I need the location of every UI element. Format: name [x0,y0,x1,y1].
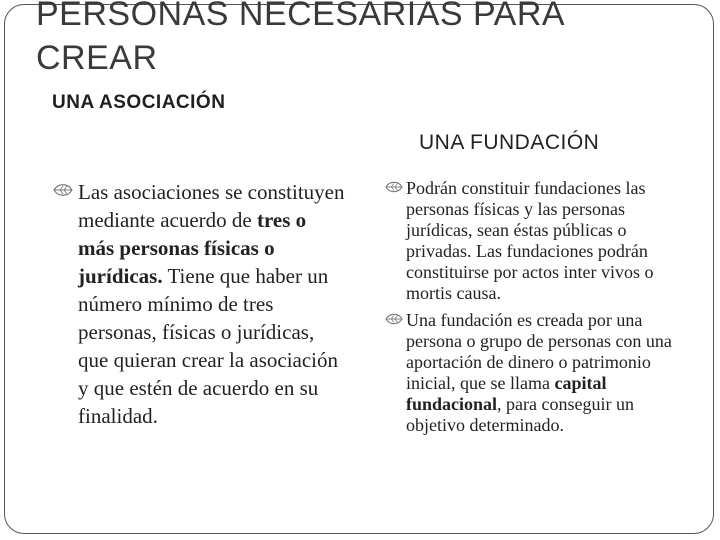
leaf-bullet-icon [384,179,404,195]
leaf-bullet-icon [52,181,74,199]
slide-title [36,0,676,80]
slide-title-line-2: CREAR [36,39,158,77]
fundacion-column [384,178,684,436]
fundacion-text-2: Una fundación es creada por una persona o grupo de personas con una aportación de dinero o patrimonio inicial, que se llama [406,310,672,393]
slide-title-line-1: PERSONAS NECESARIAS PARA [36,0,566,33]
asociacion-text-2: Tiene que haber un número mínimo de tres personas, físicas o jurídicas, que quieran crear la asociación y que estén de acuerdo en su finalidad. [78,264,339,428]
asociacion-bullet-item [46,178,346,430]
fundacion-bullet-item-2 [384,310,684,436]
asociacion-text-bold: tres o más personas físicas o jurídicas. [78,208,307,288]
fundacion-bullet-item-1 [384,178,684,304]
fundacion-text-bold: capital fundacional [406,373,607,414]
asociacion-column [46,178,346,430]
fundacion-heading: UNA FUNDACIÓN [419,131,600,154]
asociacion-text-1: Las asociaciones se constituyen mediante acuerdo de [78,180,345,232]
leaf-bullet-icon [384,311,404,327]
fundacion-text-3: , para conseguir un objetivo determinado. [406,394,634,435]
fundacion-text-1: Podrán constituir fundaciones las personas físicas y las personas jurídicas, sean éstas públicas o privadas. Las fundaciones podrán constituirse por actos inter vivos o mortis causa. [406,178,654,303]
asociacion-heading: UNA ASOCIACIÓN [52,92,226,113]
